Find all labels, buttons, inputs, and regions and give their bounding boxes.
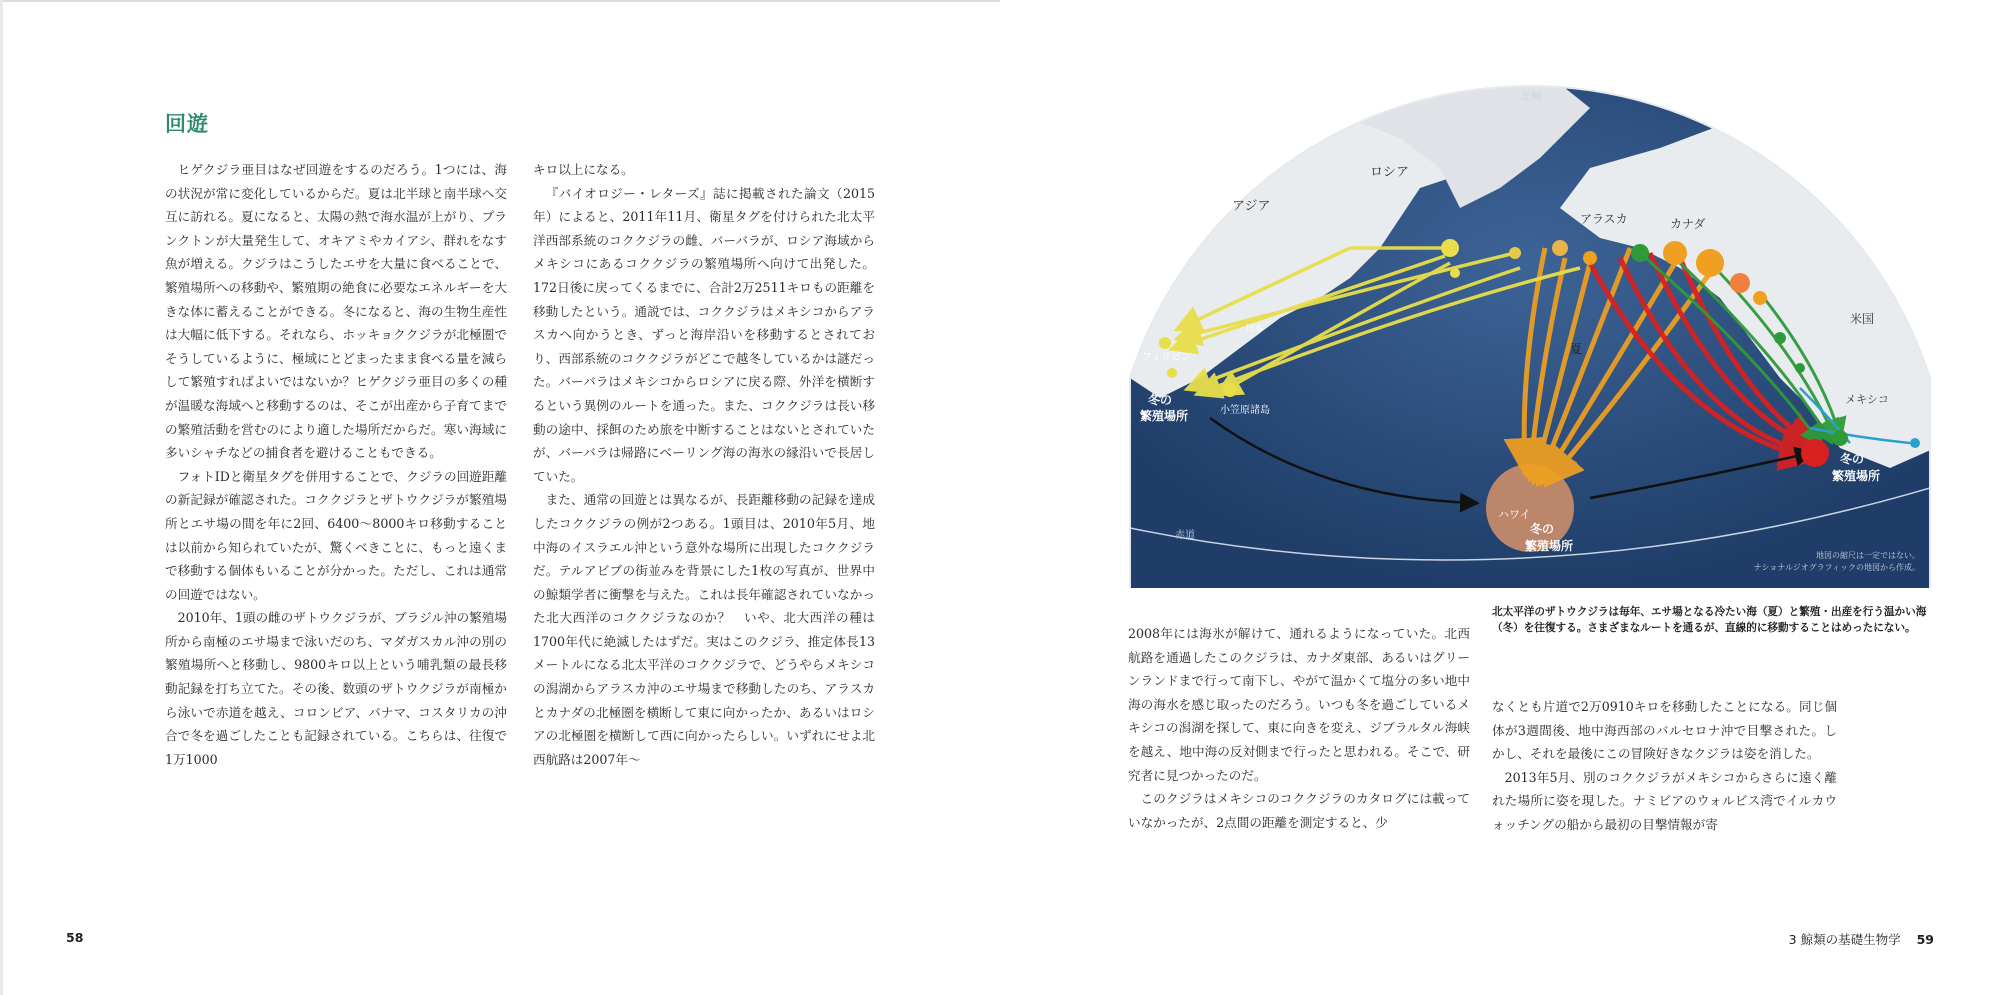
section-heading: 回遊	[165, 112, 209, 136]
label-alaska: アラスカ	[1580, 212, 1628, 226]
label-ogasawara: 小笠原諸島	[1220, 405, 1270, 416]
map-note-line-1: 地図の縮尺は一定ではない。	[1816, 551, 1920, 560]
page-number-right	[1789, 930, 1934, 948]
migration-map-svg	[1120, 48, 1940, 588]
paragraph: 2008年には海氷が解けて、通れるようになっていた。北西航路を通過したこのクジラは、カナダ東部、あるいはグリーンランドまで行って南下し、やがて温かくて塩分の多い地中海の海水を感じ取ったのだろう。いつも冬を過ごしているメキシコの潟湖を探して、東に向きを変え、ジブラルタル海峡を越え、地中海の反対側まで行ったと思われる。そこで、研究者に見つかったのだ。	[1128, 626, 1470, 783]
label-north-pole: 北極	[1520, 90, 1542, 103]
label-equator: 赤道	[1175, 530, 1195, 541]
label-winter-breeding-west-1: 冬の	[1148, 393, 1173, 407]
label-asia: アジア	[1232, 199, 1271, 214]
label-russia: ロシア	[1370, 165, 1410, 180]
paragraph: このクジラはメキシコのコククジラのカタログには載っていなかったが、2点間の距離を測定すると、少	[1128, 791, 1470, 830]
right-column-2	[1492, 695, 1837, 837]
label-summer: 夏	[1570, 342, 1583, 356]
label-usa: 米国	[1850, 312, 1875, 326]
migration-map	[1120, 48, 1940, 588]
label-winter-breeding-east-2: 繁殖場所	[1832, 469, 1881, 483]
map-note-line-2: ナショナルジオグラフィックの地図から作成。	[1753, 563, 1920, 572]
label-winter-breeding-west-2: 繁殖場所	[1140, 409, 1189, 423]
right-page	[1000, 0, 2000, 995]
paragraph: また、通常の回遊とは異なるが、長距離移動の記録を達成したコククジラの例が2つある。1頭目は、2010年5月、地中海のイスラエル沖という意外な場所に出現したコククジラだ。テルアビブの街並みを背景にした1枚の写真が、世界中の鯨類学者に衝撃を与えた。これは長年確認されていなかった北大西洋のコククジラなのか？ いや、北大西洋の種は1700年代に絶滅したはずだ。実はこのクジラ、推定体長13メートルになる北太平洋のコククジラで、どうやらメキシコの潟湖からアラスカ沖のエサ場まで移動したのち、アラスカとカナダの北極圏を横断して東に向かったか、あるいはロシアの北極圏を横断して西に向かったらしい。いずれにせよ北西航路は2007年～	[533, 492, 875, 767]
label-japan: 日本	[1245, 324, 1264, 334]
label-winter-breeding-hawaii-2: 繁殖場所	[1525, 539, 1574, 553]
page-number-left: 58	[66, 930, 84, 945]
label-canada: カナダ	[1670, 217, 1706, 231]
figure-caption: 北太平洋のザトウクジラは毎年、エサ場となる冷たい海（夏）と繁殖・出産を行う温かい海（冬）を往復する。さまざまなルートを通るが、直線的に移動することはめったにない。	[1492, 606, 1927, 634]
paragraph: ヒゲクジラ亜目はなぜ回遊をするのだろう。1つには、海の状況が常に変化しているからだ。夏は北半球と南半球へ交互に訪れる。夏になると、太陽の熱で海水温が上がり、プランクトンが大量発生して、オキアミやカイアシ、群れをなす魚が増える。クジラはこうしたエサを大量に食べることで、繁殖場所への移動や、繁殖期の絶食に必要なエネルギーを大きな体に蓄えることができる。冬になると、海の生物生産性は大幅に低下する。それなら、ホッキョククジラが北極圏でそうしているように、極域にとどまったまま食べる量を減らして繁殖すればよいではないか？ヒゲクジラ亜目の多くの種が温暖な海域へと移動するのは、そこが出産から子育てまでの繁殖活動を営むのにより適した場所だからだ。寒い海域に多いシャチなどの捕食者を避けることもできる。	[165, 162, 507, 461]
paragraph: 2013年5月、別のコククジラがメキシコからさらに遠く離れた場所に姿を現した。ナミビアのウォルビス湾でイルカウォッチングの船から最初の目撃情報が寄	[1492, 769, 1837, 832]
greenland-landmass	[1680, 58, 1820, 118]
paragraph: 2010年、1頭の雌のザトウクジラが、ブラジル沖の繁殖場所から南極のエサ場まで泳いだのち、マダガスカル沖の別の繁殖場所へと移動し、9800キロ以上という哺乳類の最長移動記録を打ち立てた。その後、数頭のザトウクジラが南極から泳いで赤道を越え、コロンビア、パナマ、コスタリカの沖合で冬を過ごしたことも記録されている。こちらは、往復で1万1000	[165, 610, 507, 767]
paragraph: なくとも片道で2万0910キロを移動したことになる。同じ個体が3週間後、地中海西部のバルセロナ沖で目撃された。しかし、それを最後にこの冒険好きなクジラは姿を消した。	[1492, 699, 1837, 762]
left-column-1	[165, 158, 507, 771]
label-hawaii: ハワイ	[1498, 508, 1531, 521]
right-column-1	[1128, 622, 1470, 834]
left-column-2	[533, 158, 875, 771]
label-philippines: フィリピン	[1142, 352, 1192, 363]
label-winter-breeding-hawaii-1: 冬の	[1530, 522, 1555, 536]
label-mexico: メキシコ	[1845, 393, 1889, 406]
chapter-title: 3 鯨類の基礎生物学	[1788, 932, 1901, 947]
page-number: 59	[1916, 932, 1934, 947]
label-winter-breeding-east-1: 冬の	[1840, 452, 1865, 466]
paragraph: 『バイオロジー・レターズ』誌に掲載された論文（2015年）によると、2011年11月、衛星タグを付けられた北太平洋西部系統のコククジラの雌、バーバラが、ロシア海域からメキシコにあるコククジラの繁殖場所へ向けて出発した。172日後に戻ってくるまでに、合計2万2511キロもの距離を移動したという。通説では、コククジラはメキシコからアラスカへ向かうとき、ずっと海岸沿いを移動するとされており、西部系統のコククジラがどこで越冬しているかは謎だった。バーバラはメキシコからロシアに戻る際、外洋を横断するという異例のルートを通った。また、コククジラは長い移動の途中、採餌のため旅を中断することはないとされていたが、バーバラは帰路にベーリング海の海氷の縁沿いで長居していた。	[533, 185, 875, 484]
paragraph: フォトIDと衛星タグを併用することで、クジラの回遊距離の新記録が確認された。コククジラとザトウクジラが繁殖場所とエサ場の間を年に2回、6400～8000キロ移動することは以前から知られていたが、驚くべきことに、もっと遠くまで移動する個体もいることが分かった。ただし、これは通常の回遊ではない。	[165, 468, 507, 602]
paragraph: キロ以上になる。	[533, 162, 634, 177]
